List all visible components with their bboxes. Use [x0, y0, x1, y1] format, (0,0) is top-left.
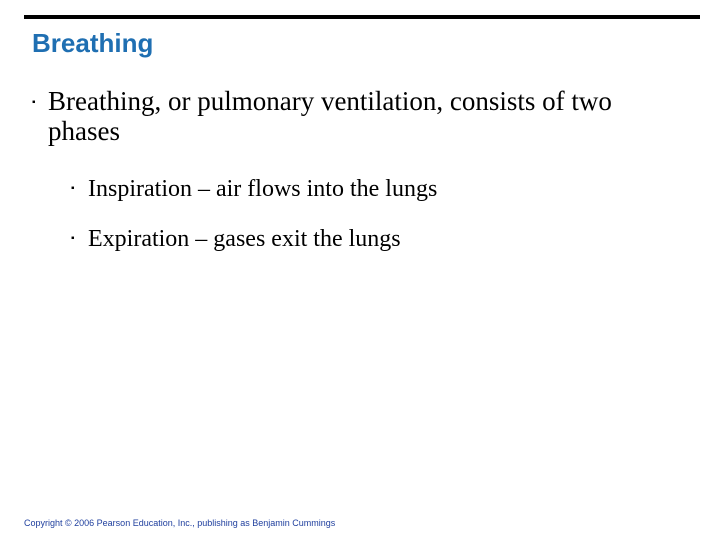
- sub-bullet-marker: ▪: [71, 233, 75, 244]
- copyright-footer: Copyright © 2006 Pearson Education, Inc., publishing as Benjamin Cummings: [24, 518, 336, 528]
- sub-bullet-text: Inspiration – air flows into the lungs: [88, 176, 438, 202]
- sub-bullet-text: Expiration – gases exit the lungs: [88, 226, 401, 252]
- sub-bullet-marker: ▪: [71, 183, 75, 194]
- bullet-text: Breathing, or pulmonary ventilation, consists of two phases: [48, 86, 612, 146]
- bullet-marker: ▪: [32, 97, 36, 108]
- top-rule: [24, 15, 700, 19]
- slide-title: Breathing: [32, 28, 154, 58]
